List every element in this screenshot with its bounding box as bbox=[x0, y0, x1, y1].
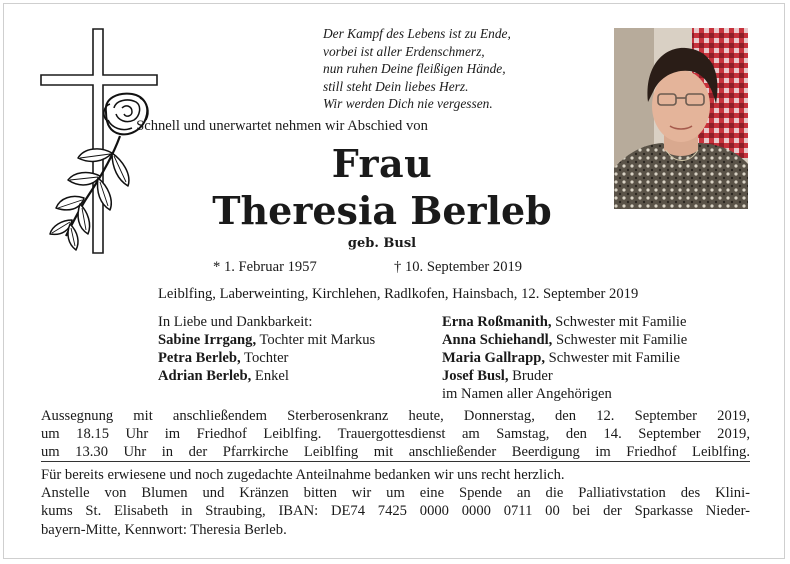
mourner-line bbox=[158, 331, 375, 349]
mourner-name: Maria Gallrapp, bbox=[442, 350, 545, 366]
mourner-name: Sabine Irrgang, bbox=[158, 332, 257, 348]
mourner-relation: Schwester mit Familie bbox=[544, 350, 680, 366]
mourner-line bbox=[158, 349, 375, 367]
funeral-service-info bbox=[41, 407, 750, 462]
poem bbox=[323, 25, 593, 113]
salutation: Frau bbox=[331, 141, 433, 186]
mourner-name: Erna Roßmanith, bbox=[442, 314, 552, 330]
thanks-line: bayern-Mitte, Kennwort: Theresia Berleb. bbox=[41, 521, 287, 538]
mourner-name: Adrian Berleb, bbox=[158, 368, 252, 384]
thanks-line: Für bereits erwiesene und noch zugedachte Anteilnahme bedanken wir uns recht herzlich. bbox=[41, 467, 565, 483]
mourner-relation: Bruder bbox=[508, 368, 553, 384]
service-line: um 18.15 Uhr im Friedhof Leiblfing. Trauergottesdienst am Samstag, den 14. September 2019, bbox=[41, 426, 750, 443]
mourner-name: Anna Schiehandl, bbox=[442, 332, 553, 348]
mourner-name: Josef Busl, bbox=[442, 368, 509, 384]
service-line: Aussegnung mit anschließendem Sterberosenkranz heute, Donnerstag, den 12. September 2019, bbox=[41, 408, 750, 424]
mourner-relation: im Namen aller Angehörigen bbox=[442, 386, 612, 402]
thanks-and-donation bbox=[41, 466, 750, 539]
death-date: † 10. September 2019 bbox=[394, 259, 523, 275]
intro-text: Schnell und unerwartet nehmen wir Abschied von bbox=[136, 118, 428, 134]
deceased-name: Theresia Berleb bbox=[212, 188, 552, 233]
mourner-line bbox=[442, 349, 687, 367]
mourner-relation: Enkel bbox=[251, 368, 289, 384]
divider bbox=[41, 461, 750, 462]
mourner-line bbox=[442, 313, 687, 331]
thanks-line: Anstelle von Blumen und Kränzen bitten wir um eine Spende an die Palliativstation des Klini- bbox=[41, 485, 750, 502]
mourner-relation: Tochter bbox=[240, 350, 289, 366]
mourners-right bbox=[442, 313, 687, 403]
thanks-line: kums St. Elisabeth in Straubing, IBAN: DE74 7425 0000 0000 0711 00 bei der Sparkasse Nieder- bbox=[41, 503, 750, 520]
service-line: um 13.30 Uhr in der Pfarrkirche Leiblfing mit anschließender Beerdigung im Friedhof Leiblfing. bbox=[41, 444, 750, 461]
poem-line: vorbei ist aller Erdenschmerz, bbox=[323, 43, 485, 59]
mourner-relation: Schwester mit Familie bbox=[552, 332, 688, 348]
maiden-name: geb. Busl bbox=[347, 236, 417, 251]
mourners-left bbox=[158, 313, 375, 385]
mourner-line bbox=[158, 367, 375, 385]
mourner-relation: Schwester mit Familie bbox=[551, 314, 687, 330]
mourner-relation: Tochter mit Markus bbox=[256, 332, 376, 348]
places-and-date: Leiblfing, Laberweinting, Kirchlehen, Radlkofen, Hainsbach, 12. September 2019 bbox=[158, 286, 639, 302]
mourner-name: Petra Berleb, bbox=[158, 350, 241, 366]
poem-line: Wir werden Dich nie vergessen. bbox=[323, 96, 493, 112]
mourner-line bbox=[442, 331, 687, 349]
poem-line: still steht Dein liebes Herz. bbox=[323, 78, 469, 94]
mourner-line: In Liebe und Dankbarkeit: bbox=[158, 314, 313, 330]
poem-line: nun ruhen Deine fleißigen Hände, bbox=[323, 61, 506, 77]
poem-line: Der Kampf des Lebens ist zu Ende, bbox=[323, 26, 511, 41]
birth-date: * 1. Februar 1957 bbox=[213, 259, 317, 275]
mourner-line bbox=[442, 367, 687, 385]
mourner-line bbox=[442, 385, 687, 403]
